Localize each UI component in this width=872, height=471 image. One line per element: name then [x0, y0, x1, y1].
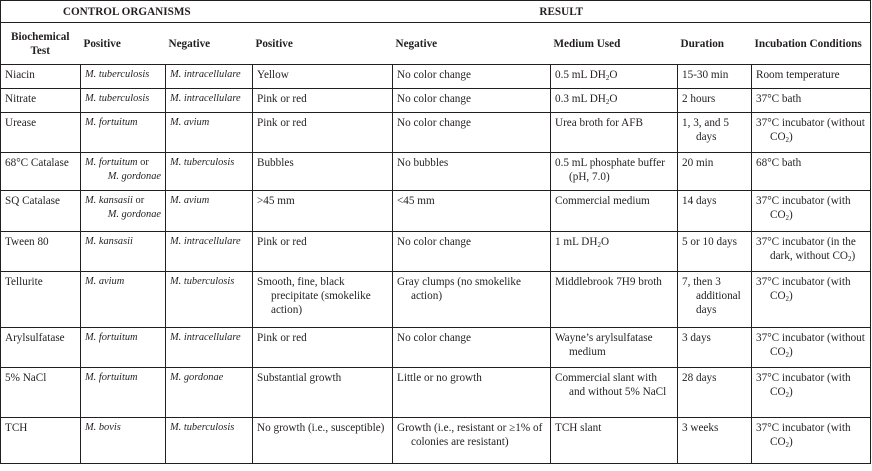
incubation-text: 37°C incubator (with $CO_2$): [756, 372, 851, 399]
cell-control-negative: [166, 153, 253, 191]
control-negative-organism: M. intracellulare: [170, 332, 241, 343]
cell-duration: [678, 113, 752, 153]
column-header-result-negative: Negative: [393, 23, 551, 65]
medium-used-text: Middlebrook 7H9 broth: [555, 276, 662, 288]
cell-duration: [678, 191, 752, 232]
cell-medium-used: [551, 272, 678, 328]
column-header-biochemical-test: Biochemical Test: [1, 23, 81, 65]
cell-duration: [678, 418, 752, 464]
control-positive-organism: M. kansasii: [85, 195, 133, 206]
cell-test: [1, 191, 81, 232]
test-name: 68°C Catalase: [5, 157, 69, 169]
duration-text: 3 days: [682, 332, 711, 344]
result-positive-text: Smooth, fine, black precipitate (smokelike action): [257, 276, 371, 316]
result-positive-text: Substantial growth: [257, 372, 342, 384]
control-negative-organism: M. intracellulare: [170, 236, 241, 247]
result-positive-text: No growth (i.e., susceptible): [257, 422, 385, 434]
cell-test: [1, 328, 81, 368]
control-positive-text: [85, 116, 161, 130]
control-positive-organism-alt: M. gordonae: [107, 171, 161, 182]
cell-result-negative: [393, 153, 551, 191]
result-negative-text: No color change: [397, 69, 471, 81]
control-positive-text: [85, 68, 161, 82]
result-positive-text: >45 mm: [257, 195, 295, 207]
cell-medium-used: [551, 153, 678, 191]
column-header-control-positive: Positive: [81, 23, 166, 65]
cell-result-positive: [253, 191, 393, 232]
result-negative-text: No color change: [397, 93, 471, 105]
cell-duration: [678, 153, 752, 191]
cell-medium-used: [551, 328, 678, 368]
result-negative-text: No color change: [397, 332, 471, 344]
result-negative-text: Gray clumps (no smokelike action): [397, 276, 521, 302]
cell-duration: [678, 328, 752, 368]
cell-result-negative: [393, 113, 551, 153]
cell-control-positive: [81, 191, 166, 232]
control-positive-text: [85, 92, 161, 106]
control-negative-organism: M. gordonae: [170, 372, 224, 383]
cell-control-positive: [81, 153, 166, 191]
cell-control-negative: [166, 232, 253, 272]
cell-result-negative: [393, 191, 551, 232]
cell-duration: [678, 232, 752, 272]
control-negative-organism: M. tuberculosis: [170, 157, 235, 168]
or-connector: or: [137, 157, 149, 168]
control-positive-organism-alt: M. gordonae: [107, 209, 161, 220]
control-negative-organism: M. tuberculosis: [170, 422, 235, 433]
cell-result-positive: [253, 153, 393, 191]
column-header-control-negative: Negative: [166, 23, 253, 65]
result-negative-text: <45 mm: [397, 195, 435, 207]
column-header-duration: Duration: [678, 23, 752, 65]
column-header-result-positive: Positive: [253, 23, 393, 65]
incubation-text: 68°C bath: [756, 157, 802, 169]
column-header-medium-used: Medium Used: [551, 23, 678, 65]
table-row: [1, 418, 871, 464]
control-positive-text: [85, 194, 161, 222]
test-name: Arylsulfatase: [5, 332, 65, 344]
medium-used-text: Urea broth for AFB: [555, 117, 643, 129]
cell-incubation-conditions: [752, 418, 871, 464]
control-positive-organism: M. fortuitum: [85, 157, 138, 168]
cell-test: [1, 89, 81, 113]
cell-control-positive: [81, 65, 166, 89]
control-positive-text: [85, 371, 161, 385]
test-name: Tellurite: [5, 276, 43, 288]
cell-control-positive: [81, 328, 166, 368]
cell-result-negative: [393, 368, 551, 418]
cell-medium-used: [551, 113, 678, 153]
table-row: [1, 153, 871, 191]
table-row: [1, 328, 871, 368]
test-name: SQ Catalase: [5, 195, 60, 207]
control-positive-organism: M. fortuitum: [85, 117, 138, 128]
medium-used-text: 1 mL $DH_2O$: [555, 236, 610, 249]
cell-incubation-conditions: [752, 272, 871, 328]
cell-control-negative: [166, 89, 253, 113]
cell-control-positive: [81, 272, 166, 328]
table-row: [1, 191, 871, 232]
cell-incubation-conditions: [752, 89, 871, 113]
control-negative-organism: M. tuberculosis: [170, 276, 235, 287]
cell-test: [1, 232, 81, 272]
medium-used-text: Commercial medium: [555, 195, 650, 207]
column-header-row: [1, 23, 871, 65]
table-row: [1, 65, 871, 89]
control-negative-organism: M. avium: [170, 117, 210, 128]
cell-result-positive: [253, 65, 393, 89]
result-negative-text: No color change: [397, 117, 471, 129]
cell-incubation-conditions: [752, 368, 871, 418]
table-row: [1, 272, 871, 328]
group-header-row: [1, 1, 871, 23]
control-positive-organism: M. fortuitum: [85, 332, 138, 343]
cell-duration: [678, 368, 752, 418]
cell-medium-used: [551, 191, 678, 232]
or-connector: or: [132, 195, 145, 206]
cell-control-negative: [166, 65, 253, 89]
cell-medium-used: [551, 89, 678, 113]
cell-result-negative: [393, 418, 551, 464]
control-negative-organism: M. avium: [170, 195, 210, 206]
cell-result-positive: [253, 368, 393, 418]
cell-control-negative: [166, 191, 253, 232]
incubation-text: 37°C bath: [756, 93, 802, 105]
group-header-result: RESULT: [253, 1, 871, 23]
control-positive-text: [85, 235, 161, 249]
incubation-text: 37°C incubator (with $CO_2$): [756, 276, 851, 303]
cell-result-positive: [253, 113, 393, 153]
test-name: Nitrate: [5, 93, 37, 105]
cell-result-positive: [253, 328, 393, 368]
cell-test: [1, 272, 81, 328]
cell-result-negative: [393, 232, 551, 272]
cell-incubation-conditions: [752, 328, 871, 368]
cell-incubation-conditions: [752, 153, 871, 191]
cell-control-negative: [166, 418, 253, 464]
control-positive-organism: M. kansasii: [85, 236, 133, 247]
incubation-text: 37°C incubator (without $CO_2$): [756, 332, 865, 359]
control-positive-organism: M. tuberculosis: [85, 93, 150, 104]
duration-text: 3 weeks: [682, 422, 719, 434]
cell-incubation-conditions: [752, 65, 871, 89]
cell-medium-used: [551, 232, 678, 272]
cell-test: [1, 153, 81, 191]
cell-duration: [678, 272, 752, 328]
control-positive-text: [85, 156, 161, 184]
medium-used-text: Wayne’s arylsulfatase medium: [555, 332, 653, 358]
duration-text: 5 or 10 days: [682, 236, 737, 248]
incubation-text: 37°C incubator (with $CO_2$): [756, 422, 851, 449]
cell-incubation-conditions: [752, 191, 871, 232]
medium-used-text: 0.3 mL $DH_2O$: [555, 93, 618, 106]
control-positive-organism: M. avium: [85, 276, 125, 287]
cell-control-positive: [81, 368, 166, 418]
duration-text: 20 min: [682, 157, 714, 169]
result-negative-text: No color change: [397, 236, 471, 248]
control-negative-organism: M. intracellulare: [170, 69, 241, 80]
cell-medium-used: [551, 418, 678, 464]
table-row: [1, 368, 871, 418]
duration-text: 2 hours: [682, 93, 716, 105]
cell-result-positive: [253, 232, 393, 272]
control-positive-text: [85, 275, 161, 289]
cell-result-negative: [393, 272, 551, 328]
medium-used-text: TCH slant: [555, 422, 602, 434]
cell-result-negative: [393, 89, 551, 113]
cell-incubation-conditions: [752, 232, 871, 272]
control-positive-organism: M. bovis: [85, 422, 121, 433]
test-name: 5% NaCl: [5, 372, 47, 384]
cell-medium-used: [551, 368, 678, 418]
column-header-incubation-conditions: Incubation Conditions: [752, 23, 871, 65]
cell-result-positive: [253, 418, 393, 464]
result-positive-text: Yellow: [257, 69, 289, 81]
table-row: [1, 232, 871, 272]
cell-test: [1, 65, 81, 89]
cell-control-negative: [166, 328, 253, 368]
cell-result-negative: [393, 65, 551, 89]
duration-text: 28 days: [682, 372, 717, 384]
test-name: Tween 80: [5, 236, 49, 248]
cell-duration: [678, 89, 752, 113]
incubation-text: 37°C incubator (in the dark, without $CO_2$): [756, 236, 856, 263]
cell-control-positive: [81, 89, 166, 113]
cell-test: [1, 113, 81, 153]
cell-test: [1, 418, 81, 464]
cell-result-positive: [253, 89, 393, 113]
cell-control-negative: [166, 272, 253, 328]
incubation-text: 37°C incubator (with $CO_2$): [756, 195, 851, 222]
control-negative-organism: M. intracellulare: [170, 93, 241, 104]
test-name: Niacin: [5, 69, 35, 81]
result-positive-text: Bubbles: [257, 157, 294, 169]
duration-text: 15-30 min: [682, 69, 729, 81]
cell-control-negative: [166, 113, 253, 153]
cell-medium-used: [551, 65, 678, 89]
medium-used-text: 0.5 mL $DH_2O$: [555, 69, 618, 82]
result-positive-text: Pink or red: [257, 332, 307, 344]
cell-incubation-conditions: [752, 113, 871, 153]
cell-result-negative: [393, 328, 551, 368]
cell-control-positive: [81, 232, 166, 272]
control-positive-organism: M. tuberculosis: [85, 69, 150, 80]
cell-control-positive: [81, 113, 166, 153]
cell-control-positive: [81, 418, 166, 464]
group-header-control-organisms: CONTROL ORGANISMS: [1, 1, 253, 23]
result-positive-text: Pink or red: [257, 117, 307, 129]
incubation-text: 37°C incubator (without $CO_2$): [756, 117, 865, 144]
result-negative-text: No bubbles: [397, 157, 449, 169]
result-positive-text: Pink or red: [257, 93, 307, 105]
table-row: [1, 113, 871, 153]
medium-used-text: Commercial slant with and without 5% NaCl: [555, 372, 667, 398]
control-positive-text: [85, 331, 161, 345]
control-positive-text: [85, 421, 161, 435]
cell-duration: [678, 65, 752, 89]
cell-result-positive: [253, 272, 393, 328]
test-name: TCH: [5, 422, 28, 434]
cell-control-negative: [166, 368, 253, 418]
table-row: [1, 89, 871, 113]
control-positive-organism: M. fortuitum: [85, 372, 138, 383]
result-negative-text: Growth (i.e., resistant or ≥1% of colonies are resistant): [397, 422, 543, 448]
cell-test: [1, 368, 81, 418]
test-name: Urease: [5, 117, 37, 129]
medium-used-text: 0.5 mL phosphate buffer (pH, 7.0): [555, 157, 665, 183]
duration-text: 1, 3, and 5 days: [682, 117, 729, 143]
incubation-text: Room temperature: [756, 69, 840, 81]
result-positive-text: Pink or red: [257, 236, 307, 248]
duration-text: 7, then 3 additional days: [682, 276, 741, 316]
duration-text: 14 days: [682, 195, 717, 207]
result-negative-text: Little or no growth: [397, 372, 482, 384]
